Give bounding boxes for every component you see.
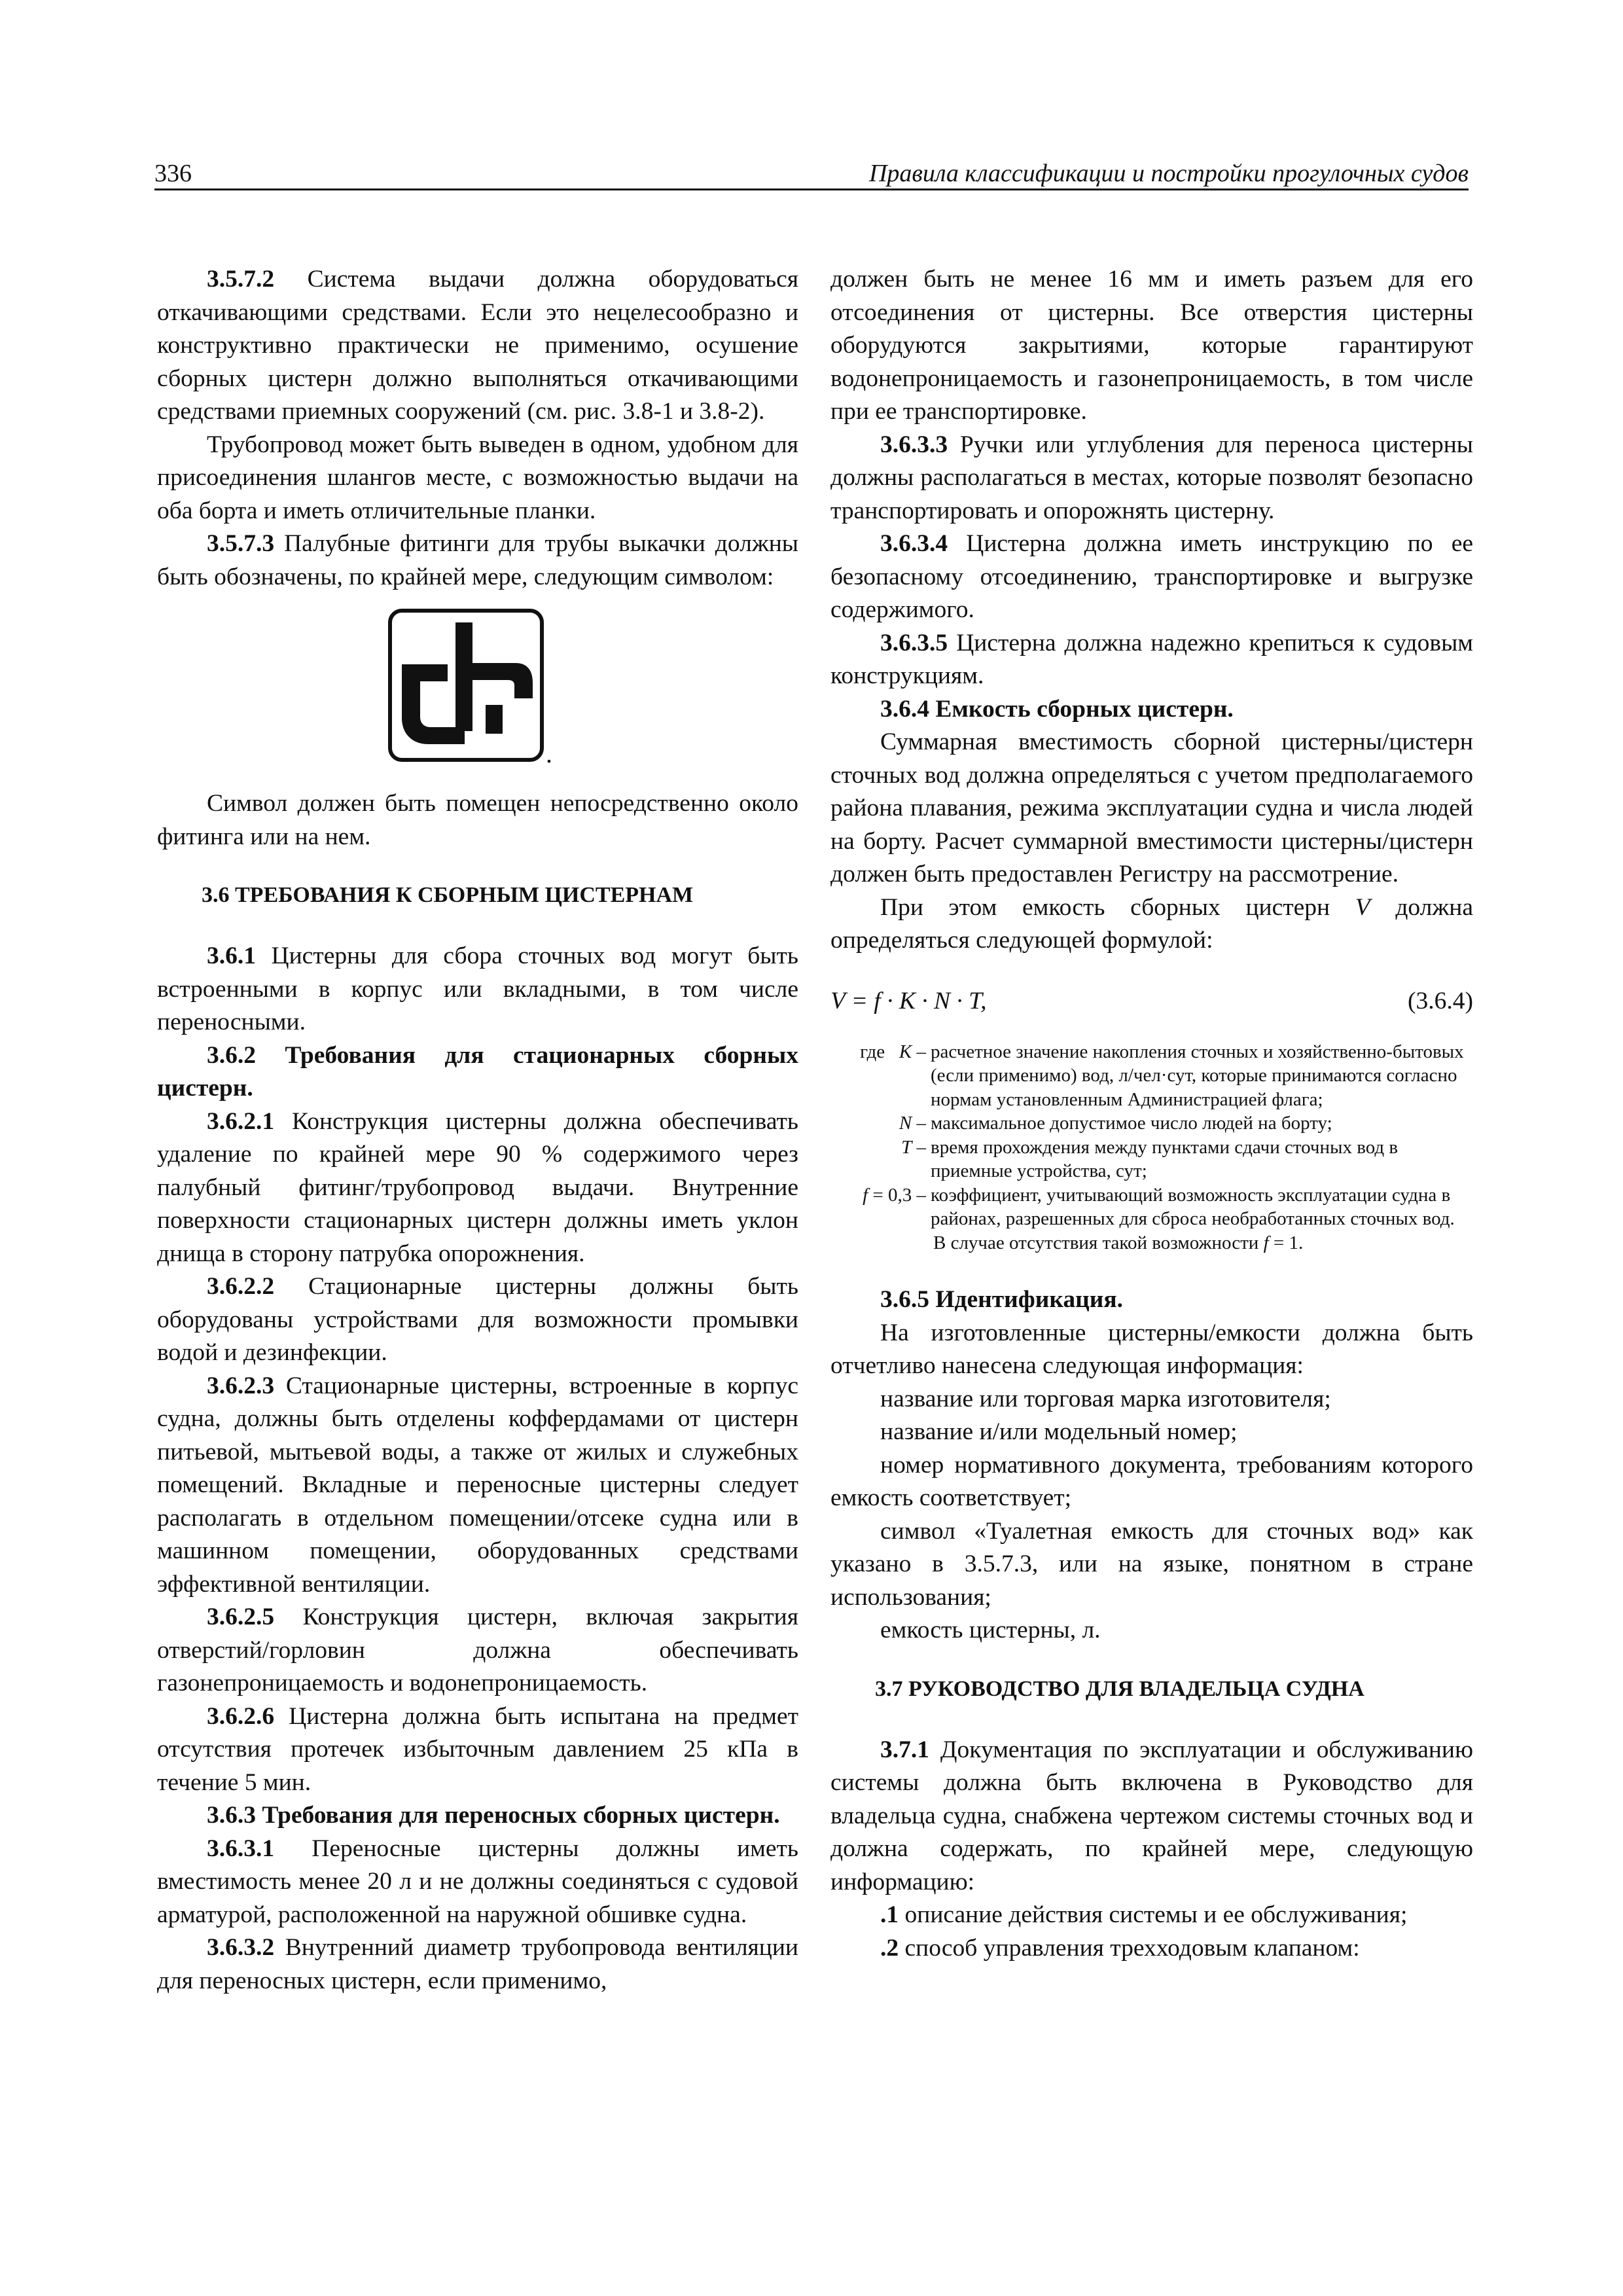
legend-row: где K – расчетное значение накопления сточных и хозяйственно-бытовых (если применимо) вод, л/чел·сут, которые принимаются согласно нормам установленным Администрацией флага; bbox=[860, 1041, 1464, 1110]
list-item: .1 описание действия системы и ее обслуживания; bbox=[880, 1901, 1408, 1928]
paragraph-3-7-1: 3.7.1 Документация по эксплуатации и обслуживанию системы должна быть включена в Руководство для владельца судна, снабжена чертежом системы сточных вод и должна содержать, по крайней мере, следующую информацию: bbox=[830, 1736, 1473, 1895]
clause-number: 3.6.3.2 bbox=[207, 1934, 275, 1961]
paragraph-3-5-7-3: 3.5.7.3 Палубные фитинги для трубы выкачки должны быть обозначены, по крайней мере, следующим символом: bbox=[157, 530, 798, 590]
subheading-3-6-5: 3.6.5 Идентификация. bbox=[880, 1286, 1124, 1313]
section-heading-3-6: 3.6 ТРЕБОВАНИЯ К СБОРНЫМ ЦИСТЕРНАМ bbox=[202, 883, 694, 907]
sewage-deck-fitting-symbol-icon bbox=[387, 608, 544, 762]
clause-number: 3.5.7.3 bbox=[207, 530, 275, 557]
subheading-3-6-2: 3.6.2 Требования для стационарных сборных цистерн. bbox=[157, 1041, 798, 1102]
paragraph-3-6-2-1: 3.6.2.1 Конструкция цистерны должна обеспечивать удаление по крайней мере 90 % содержимого через палубный фитинг/трубопровод выдачи. Внутренние поверхности стационарных цистерн должны иметь уклон днища в сторону патрубка опорожнения. bbox=[157, 1107, 798, 1267]
legend-row: N – максимальное допустимое число людей на борту; bbox=[899, 1113, 1332, 1134]
list-item: название или торговая марка изготовителя; bbox=[880, 1385, 1331, 1412]
left-column bbox=[157, 263, 798, 1998]
paragraph-3-6-1: 3.6.1 Цистерны для сбора сточных вод могут быть встроенными в корпус или вкладными, в том числе переносными. bbox=[157, 942, 798, 1035]
paragraph-pipeline: Трубопровод может быть выведен в одном, удобном для присоединения шлангов месте, с возможностью выдачи на оба борта и иметь отличительные планки. bbox=[157, 431, 798, 524]
formula: V = f · K · N · T, bbox=[830, 987, 987, 1014]
paragraph-3-6-3-3: 3.6.3.3 Ручки или углубления для переноса цистерны должны располагаться в местах, которые позволят безопасно транспортировать и опорожнять цистерну. bbox=[830, 431, 1473, 524]
paragraph-3-6-3-1: 3.6.3.1 Переносные цистерны должны иметь вместимость менее 20 л и не должны соединяться с судовой арматурой, расположенной на наружной обшивке судна. bbox=[157, 1835, 798, 1928]
item-number: .2 bbox=[880, 1934, 899, 1962]
legend-row: f = 0,3 – коэффициент, учитывающий возможность эксплуатации судна в районах, разрешенных для сброса необработанных сточных вод. bbox=[863, 1184, 1455, 1229]
page-number: 336 bbox=[154, 160, 192, 187]
clause-number: 3.6.2.5 bbox=[207, 1604, 275, 1630]
clause-number: 3.6.3.1 bbox=[207, 1835, 275, 1862]
list-item: символ «Туалетная емкость для сточных вод» как указано в 3.5.7.3, или на языке, понятном в стране использования; bbox=[830, 1517, 1473, 1611]
clause-number: 3.6.1 bbox=[207, 942, 256, 969]
clause-number: 3.6.3.3 bbox=[880, 431, 948, 458]
list-item: номер нормативного документа, требованиям которого емкость соответствует; bbox=[830, 1451, 1473, 1511]
legend-note: В случае отсутствия такой возможности f = 1. bbox=[933, 1232, 1304, 1253]
paragraph-symbol-placement: Символ должен быть помещен непосредственно около фитинга или на нем. bbox=[157, 790, 798, 850]
subheading-3-6-4: 3.6.4 Емкость сборных цистерн. bbox=[880, 695, 1234, 723]
right-column bbox=[830, 263, 1473, 1965]
item-number: .1 bbox=[880, 1901, 899, 1928]
paragraph-3-6-3-5: 3.6.3.5 Цистерна должна надежно крепиться к судовым конструкциям. bbox=[830, 629, 1473, 689]
running-title: Правила классификации и постройки прогулочных судов bbox=[868, 160, 1469, 187]
formula-block bbox=[830, 984, 1473, 1020]
clause-number: 3.6.3.5 bbox=[880, 629, 948, 656]
clause-number: 3.6.2.6 bbox=[207, 1702, 275, 1730]
paragraph-3-6-2-6: 3.6.2.6 Цистерна должна быть испытана на предмет отсутствия протечек избыточным давлением 25 кПа в течение 5 мин. bbox=[157, 1702, 798, 1796]
paragraph-capacity: Суммарная вместимость сборной цистерны/цистерн сточных вод должна определяться с учетом предполагаемого района плавания, режима эксплуатации судна и числа людей на борту. Расчет суммарной вместимости цистерны/цистерн должен быть предоставлен Регистру на рассмотрение. bbox=[830, 728, 1473, 888]
subheading-3-6-3: 3.6.3 Требования для переносных сборных цистерн. bbox=[207, 1802, 780, 1829]
clause-number: 3.6.2.2 bbox=[207, 1273, 275, 1300]
symbol-figure bbox=[157, 608, 798, 768]
clause-number: 3.6.2.3 bbox=[207, 1372, 275, 1399]
paragraph-3-6-3-4: 3.6.3.4 Цистерна должна иметь инструкцию по ее безопасному отсоединению, транспортировке и выгрузке содержимого. bbox=[830, 530, 1473, 623]
formula-number: (3.6.4) bbox=[1408, 987, 1473, 1014]
section-heading-3-7: 3.7 РУКОВОДСТВО ДЛЯ ВЛАДЕЛЬЦА СУДНА bbox=[875, 1676, 1364, 1701]
clause-number: 3.6.2.1 bbox=[207, 1107, 275, 1135]
paragraph-3-6-2-2: 3.6.2.2 Стационарные цистерны должны быть оборудованы устройствами для возможности промывки водой и дезинфекции. bbox=[157, 1273, 798, 1366]
paragraph-identification: На изготовленные цистерны/емкости должна быть отчетливо нанесена следующая информация: bbox=[830, 1319, 1473, 1379]
list-item: емкость цистерны, л. bbox=[880, 1617, 1101, 1643]
symbol-period: . bbox=[546, 739, 552, 768]
paragraph-continuation: должен быть не менее 16 мм и иметь разъем для его отсоединения от цистерны. Все отверстия цистерны оборудуются закрытиями, которые гарантируют водонепроницаемость и газонепроницаемость, в том числе при ее транспортировке. bbox=[830, 266, 1473, 425]
list-item: название и/или модельный номер; bbox=[880, 1418, 1238, 1445]
clause-number: 3.6.3.4 bbox=[880, 530, 948, 557]
legend-row: T – время прохождения между пунктами сдачи сточных вод в приемные устройства, сут; bbox=[901, 1136, 1399, 1181]
paragraph-3-5-7-2: 3.5.7.2 Система выдачи должна оборудоваться откачивающими средствами. Если это нецелесообразно и конструктивно практически не применимо, осушение сборных цистерн должно выполняться откачивающими средствами приемных сооружений (см. рис. 3.8-1 и 3.8-2). bbox=[157, 266, 798, 425]
running-header bbox=[154, 149, 1469, 190]
paragraph-3-6-3-2: 3.6.3.2 Внутренний диаметр трубопровода вентиляции для переносных цистерн, если применимо, bbox=[157, 1934, 798, 1994]
clause-number: 3.5.7.2 bbox=[207, 266, 275, 293]
paragraph-3-6-2-3: 3.6.2.3 Стационарные цистерны, встроенные в корпус судна, должны быть отделены коффердамами от цистерн питьевой, мытьевой воды, а также от жилых и служебных помещений. Вкладные и переносные цистерны следует располагать в отдельном помещении/отсеке судна или в машинном помещении, оборудованных средствами эффективной вентиляции. bbox=[157, 1372, 798, 1598]
list-item: .2 способ управления трехходовым клапаном: bbox=[880, 1934, 1360, 1962]
paragraph-formula-intro: При этом емкость сборных цистерн V должна определяться следующей формулой: bbox=[830, 893, 1473, 954]
formula-legend bbox=[830, 1040, 1473, 1255]
clause-number: 3.7.1 bbox=[880, 1736, 929, 1763]
paragraph-3-6-2-5: 3.6.2.5 Конструкция цистерн, включая закрытия отверстий/горловин должна обеспечивать газонепроницаемость и водонепроницаемость. bbox=[157, 1604, 798, 1696]
